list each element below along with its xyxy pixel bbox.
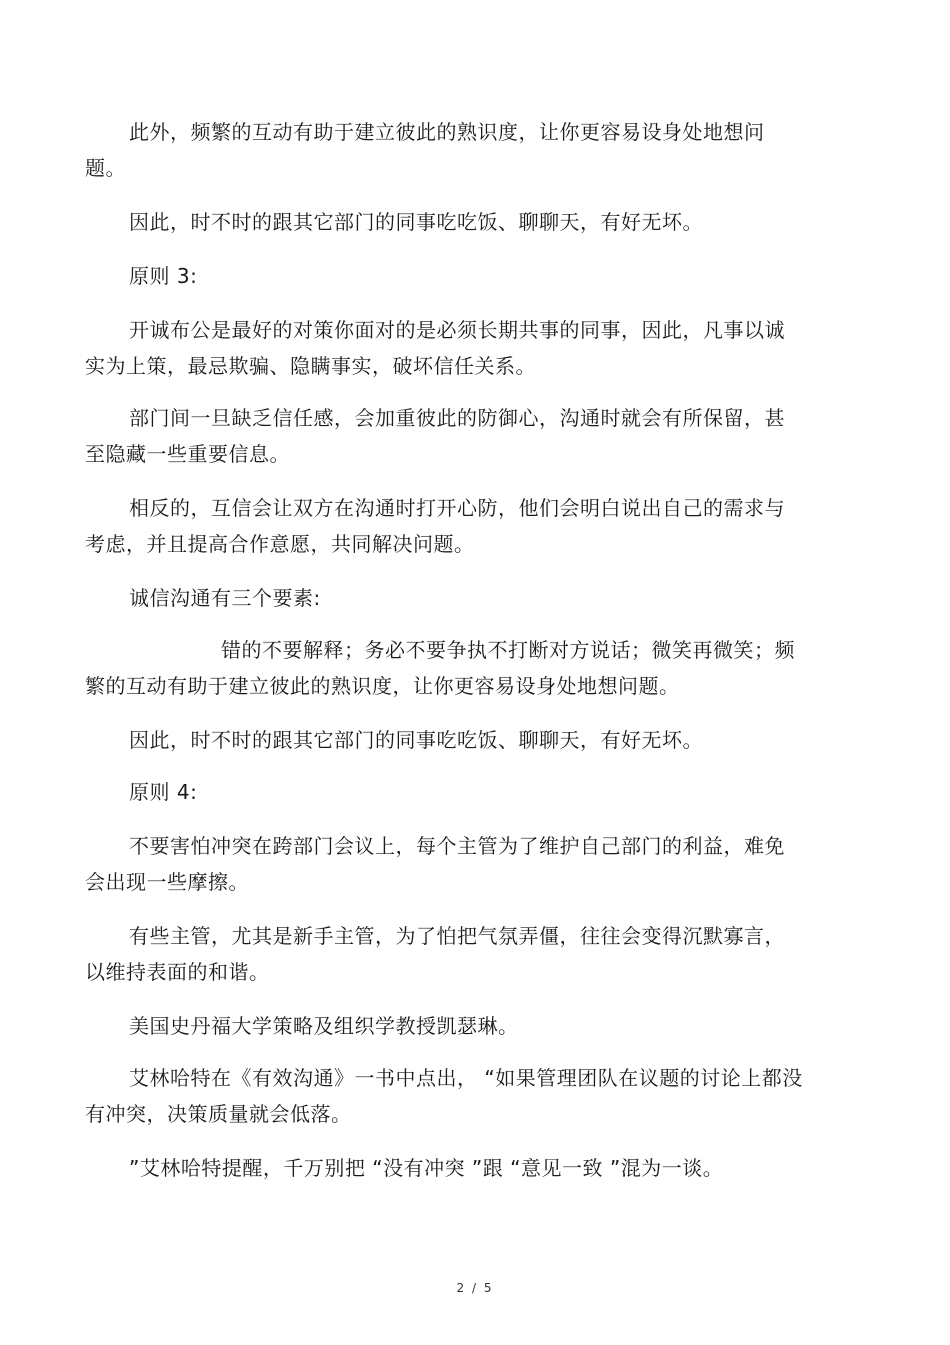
page-number: 2 / 5 [456,1281,494,1295]
heading-principle-4: 原则 4: [129,780,198,804]
paragraph-stanford-professor: 美国史丹福大学策略及组织学教授凯瑟琳。 [129,1014,519,1038]
paragraph-lunch-advice: 因此，时不时的跟其它部门的同事吃吃饭、聊聊天，有好无坏。 [129,210,703,234]
paragraph-mutual-trust: 相反的，互信会让双方在沟通时打开心防，他们会明白说出自己的需求与考虑，并且提高合作意愿，共同解决问题。 [85,496,785,556]
paragraph-three-elements: 诚信沟通有三个要素: [129,586,321,610]
heading-principle-3: 原则 3: [129,264,198,288]
paragraph-new-managers: 有些主管，尤其是新手主管，为了怕把气氛弄僵，往往会变得沉默寡言，以维持表面的和谐。 [85,924,785,984]
paragraph-elements-list: 错的不要解释；务必不要争执不打断对方说话；微笑再微笑；频繁的互动有助于建立彼此的熟识度，让你更容易设身处地想问题。 [85,638,795,698]
paragraph-conflict: 不要害怕冲突在跨部门会议上，每个主管为了维护自己部门的利益，难免会出现一些摩擦。 [85,834,785,894]
paragraph-lunch-advice-repeat: 因此，时不时的跟其它部门的同事吃吃饭、聊聊天，有好无坏。 [129,728,703,752]
paragraph-lack-of-trust: 部门间一旦缺乏信任感，会加重彼此的防御心，沟通时就会有所保留，甚至隐藏一些重要信息。 [85,406,785,466]
paragraph-no-conflict-warning: ”艾林哈特提醒，千万别把 “没有冲突 ”跟 “意见一致 ”混为一谈。 [129,1156,724,1180]
paragraph-effective-communication: 艾林哈特在《有效沟通》一书中点出， “如果管理团队在议题的讨论上都没有冲突，决策质量就会低落。 [85,1066,803,1126]
paragraph-interaction-benefit: 此外，频繁的互动有助于建立彼此的熟识度，让你更容易设身处地想问题。 [85,120,765,180]
paragraph-honesty: 开诚布公是最好的对策你面对的是必须长期共事的同事，因此，凡事以诚实为上策，最忌欺骗、隐瞒事实，破坏信任关系。 [85,318,785,378]
